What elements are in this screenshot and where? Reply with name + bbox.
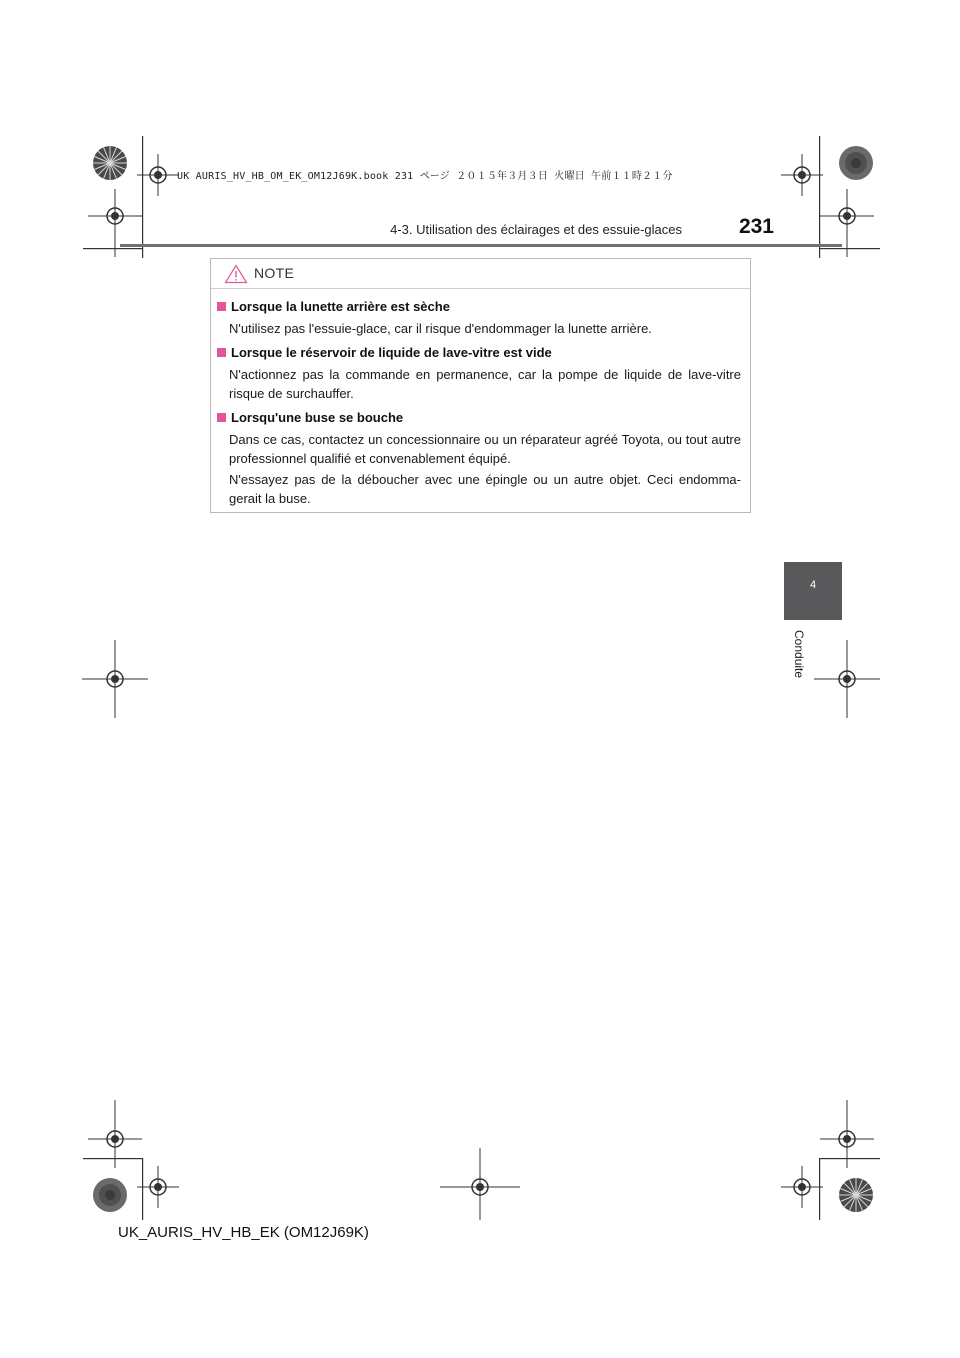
- note-item: [217, 297, 741, 338]
- section-header: 4-3. Utilisation des éclairages et des essuie-glaces: [390, 222, 682, 237]
- note-box: [210, 258, 751, 513]
- registration-mark-icon: [820, 1100, 874, 1168]
- registration-mark-icon: [137, 1166, 179, 1208]
- note-header: [211, 259, 750, 289]
- square-bullet-icon: [217, 302, 226, 311]
- note-title: NOTE: [254, 265, 295, 281]
- note-item-heading: Lorsque le réservoir de liquide de lave-vitre est vide: [231, 345, 552, 360]
- note-item-text: Dans ce cas, contactez un concessionnaire ou un réparateur agréé Toyota, ou tout autre professionnel qualifié et convenablement équipé.: [229, 432, 741, 466]
- registration-mark-icon: [88, 1100, 142, 1168]
- note-item: [217, 343, 741, 403]
- note-item: [217, 408, 741, 508]
- registration-mark-icon: [137, 154, 179, 196]
- page-number: 231: [738, 215, 774, 238]
- color-wheel-icon: [836, 143, 876, 183]
- color-wheel-icon: [90, 1175, 130, 1215]
- color-wheel-icon: [836, 1175, 876, 1215]
- registration-mark-icon: [781, 154, 823, 196]
- book-file-info: UK AURIS_HV_HB_OM_EK_OM12J69K.book 231 ページ ２０１５年３月３日 火曜日 午前１１時２１分: [177, 171, 673, 182]
- color-wheel-icon: [90, 143, 130, 183]
- note-item-text: N'essayez pas de la déboucher avec une épingle ou un autre objet. Ceci endomma-gerait la buse.: [229, 472, 741, 506]
- registration-mark-icon: [781, 1166, 823, 1208]
- registration-mark-icon: [814, 640, 880, 718]
- chapter-number: 4: [809, 579, 817, 591]
- note-item-text: N'utilisez pas l'essuie-glace, car il risque d'endommager la lunette arrière.: [229, 321, 652, 336]
- square-bullet-icon: [217, 348, 226, 357]
- header-divider: [120, 244, 842, 247]
- note-item-heading: Lorsque la lunette arrière est sèche: [231, 299, 450, 314]
- warning-triangle-icon: [224, 264, 248, 284]
- square-bullet-icon: [217, 413, 226, 422]
- note-body: [217, 297, 741, 513]
- chapter-tab: [784, 562, 842, 620]
- note-item-text: N'actionnez pas la commande en permanence, car la pompe de liquide de lave-vitre risque de surchauffer.: [229, 367, 741, 401]
- note-item-heading: Lorsqu'une buse se bouche: [231, 410, 404, 425]
- registration-mark-icon: [440, 1148, 520, 1220]
- registration-mark-icon: [82, 640, 148, 718]
- document-code: UK_AURIS_HV_HB_EK (OM12J69K): [118, 1224, 369, 1241]
- chapter-title: Conduite: [792, 630, 806, 679]
